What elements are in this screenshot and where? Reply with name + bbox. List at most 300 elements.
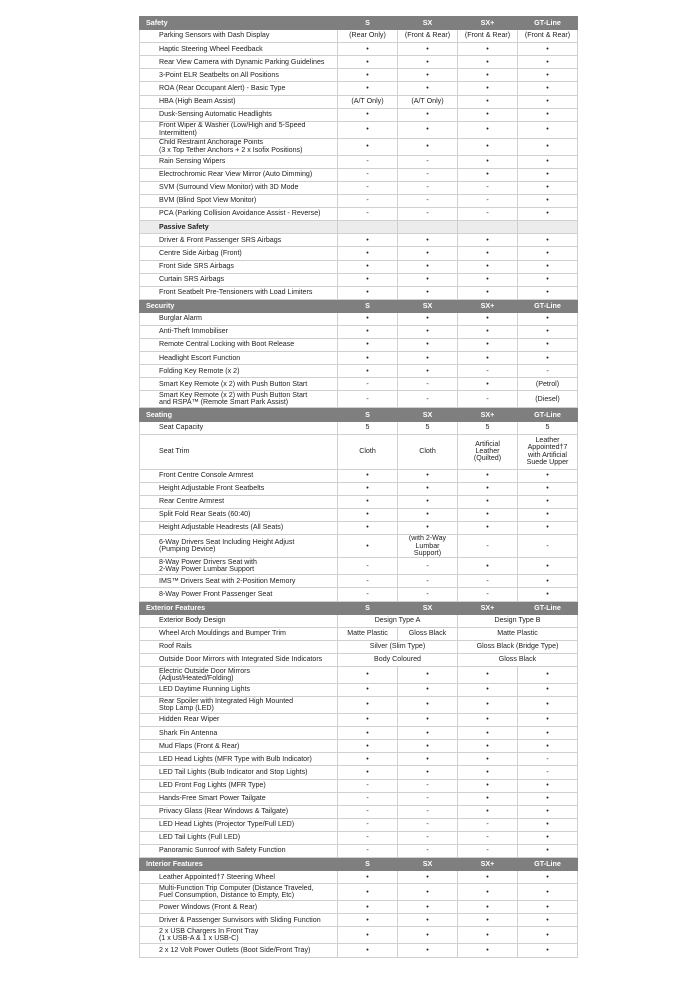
spec-value-cell: • <box>338 273 398 286</box>
spec-row <box>140 365 578 378</box>
spec-value-cell: • <box>458 901 518 914</box>
section-header-row <box>140 17 578 30</box>
spec-value-cell: - <box>338 845 398 858</box>
spec-value-cell: • <box>398 508 458 521</box>
spec-value-cell: • <box>458 683 518 696</box>
feature-label: Dusk-Sensing Automatic Headlights <box>140 108 338 121</box>
spec-value-cell: • <box>338 108 398 121</box>
spec-value-cell: • <box>518 181 578 194</box>
spec-value-cell: • <box>518 95 578 108</box>
spec-row <box>140 312 578 325</box>
spec-value-cell: • <box>458 43 518 56</box>
spec-row <box>140 495 578 508</box>
spec-row <box>140 378 578 391</box>
spec-value-cell: • <box>338 312 398 325</box>
spec-value-cell: Cloth <box>398 434 458 469</box>
spec-row <box>140 914 578 927</box>
spec-value-cell: • <box>338 753 398 766</box>
spec-value-cell: • <box>458 727 518 740</box>
spec-row <box>140 740 578 753</box>
section-title: Exterior Features <box>140 601 338 614</box>
feature-label: 6-Way Drivers Seat Including Height Adjust (Pumping Device) <box>140 535 338 558</box>
spec-value-cell: - <box>458 195 518 208</box>
spec-value-cell: • <box>518 831 578 844</box>
spec-value-cell: • <box>518 495 578 508</box>
feature-label: Leather Appointed†7 Steering Wheel <box>140 871 338 884</box>
spec-row <box>140 627 578 640</box>
spec-value-cell: - <box>458 831 518 844</box>
spec-value-cell: • <box>338 339 398 352</box>
spec-value-cell: • <box>458 108 518 121</box>
spec-value-cell: (with 2-Way Lumbar Support) <box>398 535 458 558</box>
spec-value-cell: • <box>338 234 398 247</box>
feature-label: Front Seatbelt Pre-Tensioners with Load Limiters <box>140 286 338 299</box>
feature-label: Hidden Rear Wiper <box>140 714 338 727</box>
feature-label: Child Restraint Anchorage Points (3 x Top Tether Anchors + 2 x Isofix Positions) <box>140 138 338 155</box>
spec-value-cell: (Front & Rear) <box>398 30 458 43</box>
spec-value-cell: • <box>398 273 458 286</box>
spec-value-cell: • <box>458 944 518 957</box>
spec-row <box>140 56 578 69</box>
spec-row <box>140 434 578 469</box>
feature-label: Smart Key Remote (x 2) with Push Button Start <box>140 378 338 391</box>
section-header-row <box>140 299 578 312</box>
feature-label: Anti-Theft Immobiliser <box>140 325 338 338</box>
spec-value-cell: - <box>338 588 398 601</box>
spec-value-cell: - <box>458 535 518 558</box>
feature-label: LED Head Lights (Projector Type/Full LED) <box>140 818 338 831</box>
spec-row <box>140 260 578 273</box>
column-header: GT-Line <box>518 858 578 871</box>
spec-value-cell: • <box>458 482 518 495</box>
spec-value-cell: (Diesel) <box>518 391 578 408</box>
spec-value-cell: • <box>518 108 578 121</box>
spec-value-cell: • <box>338 714 398 727</box>
spec-value-cell: • <box>338 727 398 740</box>
spec-value-cell: • <box>518 666 578 683</box>
spec-value-cell: • <box>398 927 458 944</box>
feature-label: 3-Point ELR Seatbelts on All Positions <box>140 69 338 82</box>
feature-label: 2 x 12 Volt Power Outlets (Boot Side/Front Tray) <box>140 944 338 957</box>
spec-value-cell: • <box>518 508 578 521</box>
column-header: GT-Line <box>518 299 578 312</box>
spec-value-cell: • <box>458 82 518 95</box>
spec-value-cell: • <box>518 714 578 727</box>
spec-row <box>140 845 578 858</box>
feature-label: Seat Trim <box>140 434 338 469</box>
spec-value-cell: • <box>338 365 398 378</box>
section-header-row <box>140 601 578 614</box>
spec-value-cell: • <box>458 121 518 138</box>
spec-value-cell: • <box>398 312 458 325</box>
feature-label: Height Adjustable Headrests (All Seats) <box>140 522 338 535</box>
spec-value-cell: - <box>458 208 518 221</box>
spec-value-cell: (A/T Only) <box>338 95 398 108</box>
feature-label: Remote Central Locking with Boot Release <box>140 339 338 352</box>
spec-value-cell: Gloss Black <box>458 653 578 666</box>
spec-row <box>140 482 578 495</box>
feature-label: LED Front Fog Lights (MFR Type) <box>140 779 338 792</box>
feature-label: Smart Key Remote (x 2) with Push Button Start and RSPA™ (Remote Smart Park Assist) <box>140 391 338 408</box>
spec-value-cell: • <box>398 138 458 155</box>
spec-value-cell: • <box>458 69 518 82</box>
spec-value-cell: • <box>518 522 578 535</box>
spec-value-cell: • <box>458 95 518 108</box>
spec-value-cell: Gloss Black <box>398 627 458 640</box>
feature-label: Hands-Free Smart Power Tailgate <box>140 792 338 805</box>
feature-label: Centre Side Airbag (Front) <box>140 247 338 260</box>
spec-value-cell: • <box>458 697 518 714</box>
spec-value-cell: • <box>338 508 398 521</box>
feature-label: Electric Outside Door Mirrors (Adjust/Heated/Folding) <box>140 666 338 683</box>
spec-row <box>140 181 578 194</box>
feature-label: LED Tail Lights (Full LED) <box>140 831 338 844</box>
feature-label: Rear Centre Armrest <box>140 495 338 508</box>
feature-label: IMS™ Drivers Seat with 2-Position Memory <box>140 575 338 588</box>
spec-value-cell: - <box>338 181 398 194</box>
column-header: SX+ <box>458 17 518 30</box>
feature-label: Power Windows (Front & Rear) <box>140 901 338 914</box>
feature-label: Haptic Steering Wheel Feedback <box>140 43 338 56</box>
spec-value-cell: • <box>518 901 578 914</box>
column-header: GT-Line <box>518 17 578 30</box>
spec-value-cell: • <box>458 234 518 247</box>
spec-value-cell: • <box>458 884 518 901</box>
spec-value-cell: • <box>518 818 578 831</box>
empty-cell <box>338 221 398 234</box>
feature-label: Wheel Arch Mouldings and Bumper Trim <box>140 627 338 640</box>
spec-value-cell: - <box>338 575 398 588</box>
spec-value-cell: • <box>518 740 578 753</box>
spec-value-cell: • <box>398 727 458 740</box>
spec-value-cell: • <box>338 495 398 508</box>
column-header: SX <box>398 408 458 421</box>
feature-label: Folding Key Remote (x 2) <box>140 365 338 378</box>
spec-row <box>140 82 578 95</box>
spec-value-cell: • <box>518 195 578 208</box>
spec-row <box>140 43 578 56</box>
subsection-header-row <box>140 221 578 234</box>
spec-value-cell: - <box>398 195 458 208</box>
spec-value-cell: • <box>338 121 398 138</box>
spec-value-cell: • <box>458 805 518 818</box>
spec-value-cell: • <box>518 43 578 56</box>
spec-value-cell: • <box>458 871 518 884</box>
spec-value-cell: 5 <box>458 421 518 434</box>
spec-row <box>140 155 578 168</box>
spec-value-cell: - <box>398 805 458 818</box>
spec-value-cell: Body Coloured <box>338 653 458 666</box>
spec-value-cell: • <box>398 482 458 495</box>
spec-value-cell: - <box>338 155 398 168</box>
spec-value-cell: • <box>398 339 458 352</box>
spec-row <box>140 927 578 944</box>
spec-row <box>140 234 578 247</box>
spec-row <box>140 391 578 408</box>
spec-row <box>140 779 578 792</box>
spec-value-cell: • <box>458 312 518 325</box>
spec-value-cell: Artificial Leather (Quilted) <box>458 434 518 469</box>
spec-value-cell: • <box>518 914 578 927</box>
spec-value-cell: • <box>518 138 578 155</box>
spec-value-cell: • <box>518 575 578 588</box>
spec-row <box>140 666 578 683</box>
feature-label: Seat Capacity <box>140 421 338 434</box>
spec-value-cell: - <box>338 208 398 221</box>
spec-value-cell: • <box>458 508 518 521</box>
spec-value-cell: - <box>398 575 458 588</box>
spec-value-cell: • <box>458 155 518 168</box>
section-title: Safety <box>140 17 338 30</box>
spec-row <box>140 727 578 740</box>
spec-value-cell: • <box>398 352 458 365</box>
feature-label: PCA (Parking Collision Avoidance Assist - Reverse) <box>140 208 338 221</box>
spec-value-cell: • <box>338 927 398 944</box>
spec-value-cell: 5 <box>338 421 398 434</box>
spec-value-cell: • <box>338 69 398 82</box>
spec-row <box>140 325 578 338</box>
feature-label: 8-Way Power Front Passenger Seat <box>140 588 338 601</box>
spec-value-cell: • <box>338 138 398 155</box>
spec-value-cell: • <box>458 740 518 753</box>
spec-value-cell: • <box>518 779 578 792</box>
column-header: SX <box>398 299 458 312</box>
spec-value-cell: • <box>398 247 458 260</box>
spec-value-cell: Matte Plastic <box>458 627 578 640</box>
spec-value-cell: • <box>398 56 458 69</box>
spec-row <box>140 273 578 286</box>
feature-label: Rear Spoiler with Integrated High Mounted Stop Lamp (LED) <box>140 697 338 714</box>
spec-value-cell: • <box>398 884 458 901</box>
spec-value-cell: • <box>338 43 398 56</box>
spec-value-cell: • <box>398 666 458 683</box>
spec-row <box>140 766 578 779</box>
feature-label: Rain Sensing Wipers <box>140 155 338 168</box>
spec-row <box>140 653 578 666</box>
spec-value-cell: • <box>518 247 578 260</box>
spec-value-cell: • <box>338 260 398 273</box>
spec-value-cell: • <box>518 121 578 138</box>
spec-value-cell: • <box>398 522 458 535</box>
spec-value-cell: • <box>338 884 398 901</box>
spec-value-cell: - <box>518 535 578 558</box>
spec-value-cell: (Front & Rear) <box>518 30 578 43</box>
spec-value-cell: • <box>518 871 578 884</box>
spec-value-cell: • <box>338 325 398 338</box>
spec-value-cell: - <box>398 391 458 408</box>
spec-value-cell: • <box>398 753 458 766</box>
spec-value-cell: - <box>398 588 458 601</box>
spec-value-cell: • <box>338 740 398 753</box>
spec-value-cell: • <box>338 535 398 558</box>
spec-row <box>140 575 578 588</box>
spec-row <box>140 640 578 653</box>
spec-row <box>140 69 578 82</box>
spec-value-cell: • <box>458 558 518 575</box>
feature-label: Privacy Glass (Rear Windows & Tailgate) <box>140 805 338 818</box>
spec-row <box>140 944 578 957</box>
spec-value-cell: • <box>398 683 458 696</box>
spec-value-cell: • <box>398 325 458 338</box>
feature-label: Height Adjustable Front Seatbelts <box>140 482 338 495</box>
feature-label: Exterior Body Design <box>140 614 338 627</box>
feature-label: ROA (Rear Occupant Alert) - Basic Type <box>140 82 338 95</box>
spec-value-cell: - <box>458 845 518 858</box>
spec-row <box>140 138 578 155</box>
spec-table <box>139 16 578 958</box>
feature-label: Front Side SRS Airbags <box>140 260 338 273</box>
spec-value-cell: • <box>518 69 578 82</box>
spec-value-cell: - <box>398 208 458 221</box>
spec-value-cell: - <box>398 155 458 168</box>
spec-value-cell: - <box>398 181 458 194</box>
column-header: S <box>338 601 398 614</box>
spec-value-cell: - <box>398 831 458 844</box>
spec-value-cell: - <box>398 168 458 181</box>
spec-value-cell: • <box>518 792 578 805</box>
section-header-row <box>140 858 578 871</box>
spec-row <box>140 121 578 138</box>
spec-value-cell: (Rear Only) <box>338 30 398 43</box>
feature-label: Driver & Front Passenger SRS Airbags <box>140 234 338 247</box>
spec-value-cell: • <box>398 901 458 914</box>
spec-value-cell: • <box>518 168 578 181</box>
feature-label: 2 x USB Chargers In Front Tray (1 x USB-A & 1 x USB-C) <box>140 927 338 944</box>
spec-value-cell: • <box>458 714 518 727</box>
spec-value-cell: - <box>338 831 398 844</box>
spec-value-cell: Leather Appointed†7 with Artificial Suede Upper <box>518 434 578 469</box>
spec-value-cell: (A/T Only) <box>398 95 458 108</box>
spec-value-cell: Design Type A <box>338 614 458 627</box>
spec-row <box>140 286 578 299</box>
spec-value-cell: - <box>458 181 518 194</box>
empty-cell <box>518 221 578 234</box>
feature-label: Roof Rails <box>140 640 338 653</box>
spec-value-cell: • <box>398 260 458 273</box>
spec-value-cell: - <box>338 818 398 831</box>
spec-value-cell: • <box>518 352 578 365</box>
column-header: S <box>338 17 398 30</box>
spec-value-cell: Silver (Slim Type) <box>338 640 458 653</box>
spec-row <box>140 522 578 535</box>
spec-value-cell: • <box>338 683 398 696</box>
spec-value-cell: • <box>398 697 458 714</box>
spec-value-cell: • <box>518 339 578 352</box>
feature-label: LED Head Lights (MFR Type with Bulb Indicator) <box>140 753 338 766</box>
section-header-row <box>140 408 578 421</box>
column-header: SX <box>398 601 458 614</box>
spec-value-cell: - <box>338 195 398 208</box>
column-header: GT-Line <box>518 601 578 614</box>
spec-value-cell: • <box>398 69 458 82</box>
spec-value-cell: • <box>458 766 518 779</box>
spec-value-cell: • <box>458 138 518 155</box>
spec-value-cell: • <box>518 727 578 740</box>
spec-value-cell: • <box>458 325 518 338</box>
spec-value-cell: • <box>518 884 578 901</box>
column-header: S <box>338 858 398 871</box>
spec-row <box>140 792 578 805</box>
spec-value-cell: • <box>518 944 578 957</box>
feature-label: Driver & Passenger Sunvisors with Sliding Function <box>140 914 338 927</box>
spec-value-cell: - <box>518 365 578 378</box>
spec-row <box>140 352 578 365</box>
column-header: S <box>338 299 398 312</box>
spec-value-cell: • <box>398 766 458 779</box>
spec-row <box>140 871 578 884</box>
feature-label: Mud Flaps (Front & Rear) <box>140 740 338 753</box>
spec-value-cell: - <box>338 792 398 805</box>
spec-row <box>140 95 578 108</box>
spec-row <box>140 683 578 696</box>
spec-value-cell: • <box>338 286 398 299</box>
section-title: Interior Features <box>140 858 338 871</box>
section-title: Passive Safety <box>140 221 338 234</box>
spec-row <box>140 339 578 352</box>
spec-value-cell: 5 <box>518 421 578 434</box>
spec-value-cell: • <box>458 247 518 260</box>
spec-value-cell: • <box>518 845 578 858</box>
feature-label: 8-Way Power Drivers Seat with 2-Way Power Lumbar Support <box>140 558 338 575</box>
spec-value-cell: - <box>398 845 458 858</box>
spec-row <box>140 469 578 482</box>
spec-value-cell: • <box>458 352 518 365</box>
spec-value-cell: • <box>398 365 458 378</box>
spec-row <box>140 753 578 766</box>
spec-value-cell: • <box>518 469 578 482</box>
spec-value-cell: • <box>338 247 398 260</box>
column-header: SX <box>398 17 458 30</box>
spec-row <box>140 884 578 901</box>
feature-label: HBA (High Beam Assist) <box>140 95 338 108</box>
spec-value-cell: • <box>338 666 398 683</box>
feature-label: BVM (Blind Spot View Monitor) <box>140 195 338 208</box>
feature-label: Front Wiper & Washer (Low/High and 5-Speed Intermittent) <box>140 121 338 138</box>
spec-value-cell: • <box>398 286 458 299</box>
spec-value-cell: • <box>398 495 458 508</box>
spec-value-cell: • <box>518 588 578 601</box>
spec-value-cell: • <box>398 944 458 957</box>
spec-value-cell: • <box>458 914 518 927</box>
spec-row <box>140 805 578 818</box>
spec-value-cell: • <box>338 56 398 69</box>
spec-value-cell: • <box>518 805 578 818</box>
spec-value-cell: • <box>398 469 458 482</box>
spec-value-cell: Cloth <box>338 434 398 469</box>
spec-value-cell: - <box>338 805 398 818</box>
section-title: Seating <box>140 408 338 421</box>
column-header: GT-Line <box>518 408 578 421</box>
spec-value-cell: 5 <box>398 421 458 434</box>
spec-value-cell: • <box>458 469 518 482</box>
column-header: SX+ <box>458 601 518 614</box>
spec-value-cell: (Petrol) <box>518 378 578 391</box>
spec-value-cell: - <box>458 365 518 378</box>
spec-value-cell: • <box>518 56 578 69</box>
spec-row <box>140 588 578 601</box>
spec-value-cell: • <box>338 871 398 884</box>
spec-value-cell: • <box>518 312 578 325</box>
spec-value-cell: - <box>338 378 398 391</box>
spec-value-cell: • <box>518 286 578 299</box>
feature-label: Front Centre Console Armrest <box>140 469 338 482</box>
spec-value-cell: • <box>458 666 518 683</box>
feature-label: SVM (Surround View Monitor) with 3D Mode <box>140 181 338 194</box>
feature-label: Split Fold Rear Seats (60:40) <box>140 508 338 521</box>
spec-value-cell: • <box>338 914 398 927</box>
column-header: SX+ <box>458 408 518 421</box>
spec-value-cell: • <box>398 121 458 138</box>
